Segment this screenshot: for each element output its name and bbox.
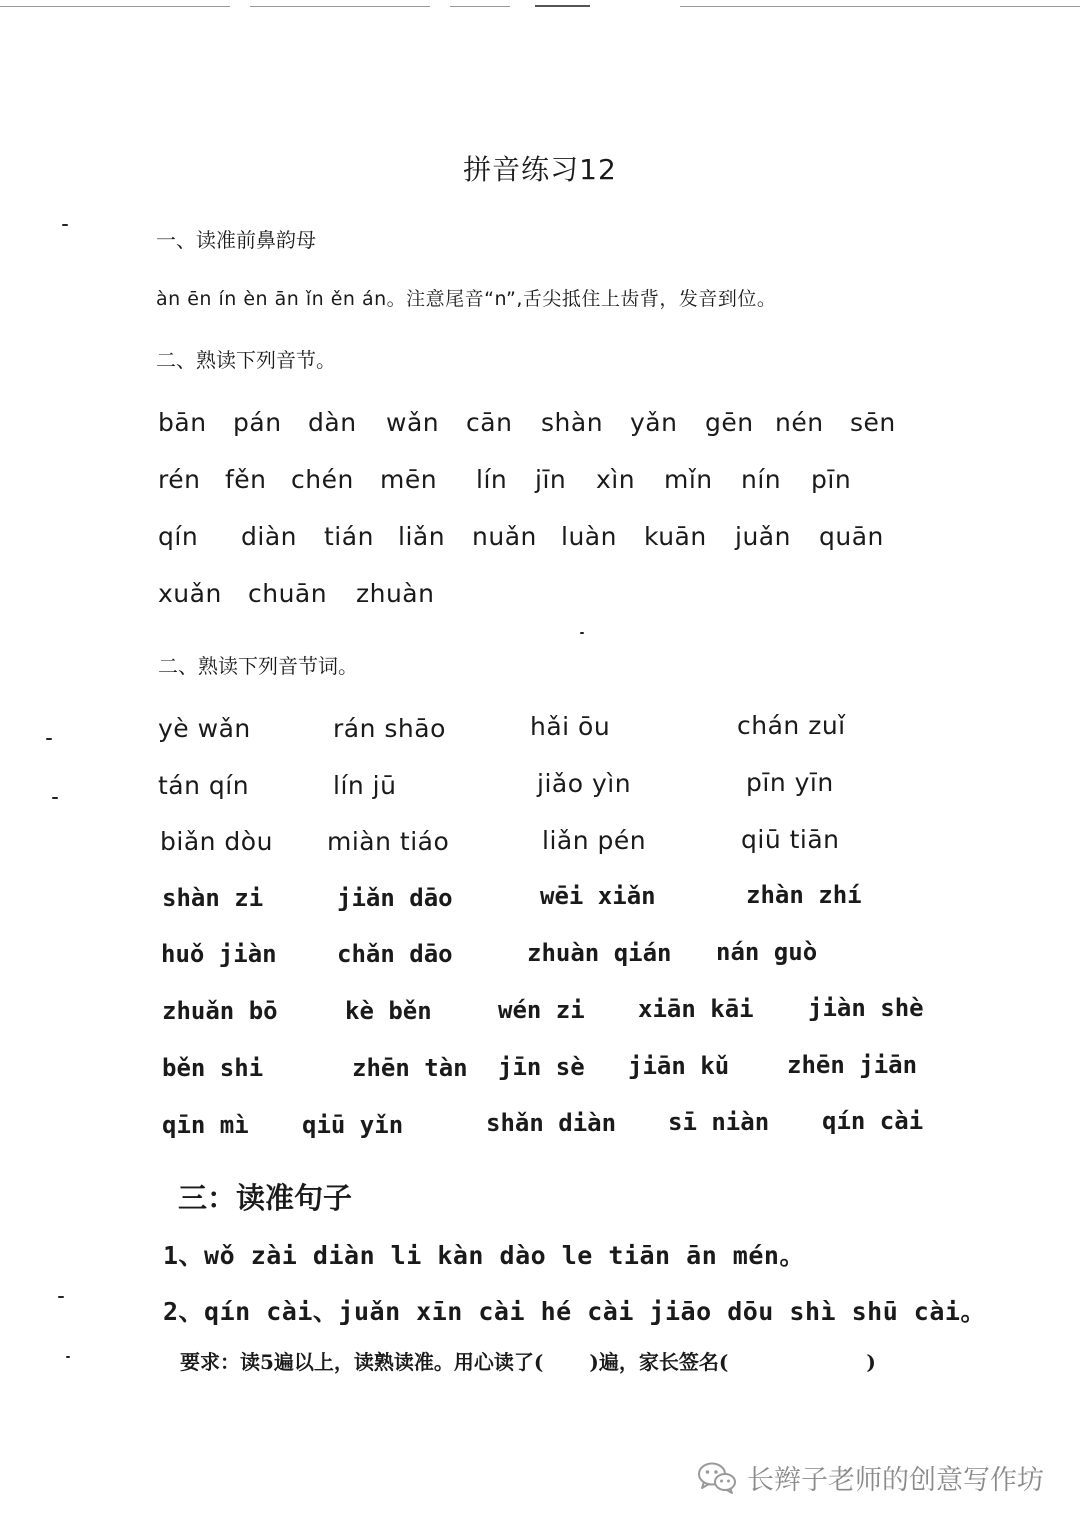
word: qiū yǐn [302, 1111, 404, 1139]
syllable: liǎn [398, 522, 446, 551]
word: lín jū [333, 771, 397, 800]
word: nán guò [716, 938, 818, 966]
word: wēi xiǎn [540, 882, 656, 910]
word: shàn zi [162, 884, 264, 912]
syllable: chén [291, 465, 354, 494]
syllable-row [158, 465, 851, 494]
word: kè běn [345, 997, 432, 1025]
word: tán qín [158, 771, 250, 800]
section2-heading: 二、熟读下列音节。 [156, 348, 336, 372]
syllable: quān [819, 522, 884, 551]
syllable-row [158, 408, 896, 437]
word: yè wǎn [158, 714, 251, 743]
syllable: diàn [241, 522, 297, 551]
syllable: sēn [850, 408, 896, 437]
syllable: luàn [561, 522, 617, 551]
syllable-row [158, 522, 884, 551]
section1-heading: 一、读准前鼻韵母 [156, 228, 316, 252]
word: hǎi ōu [530, 712, 611, 741]
syllable: wǎn [386, 408, 440, 437]
scan-speck [46, 738, 52, 740]
syllable: nén [775, 408, 824, 437]
word: jīn sè [498, 1053, 585, 1081]
syllable: mēn [380, 465, 438, 494]
page-title: 拼音练习12 [463, 153, 617, 186]
word: jiān kǔ [628, 1052, 730, 1080]
word: běn shi [162, 1054, 264, 1082]
syllable: zhuàn [356, 579, 435, 608]
watermark [697, 1458, 1044, 1497]
syllable: kuān [644, 522, 707, 551]
scan-speck [62, 224, 68, 226]
word: miàn tiáo [327, 827, 450, 856]
syllable: pán [233, 408, 282, 437]
syllable: pīn [811, 465, 852, 494]
syllable: bān [158, 408, 207, 437]
word: xiān kāi [638, 995, 754, 1023]
word: chǎn dāo [337, 940, 453, 968]
sentence: 1、wǒ zài diàn li kàn dào le tiān ān mén。 [163, 1241, 805, 1270]
requirement-text: 要求：读5遍以上，读熟读准。用心读了( [180, 1350, 544, 1374]
section2b-heading: 二、熟读下列音节词。 [158, 654, 358, 678]
watermark-text: 长辫子老师的创意写作坊 [747, 1465, 1044, 1496]
requirement-text: ) [866, 1350, 876, 1374]
word: chán zuǐ [737, 711, 846, 740]
word: zhēn jiān [787, 1051, 918, 1079]
sentence: 2、qín cài、juǎn xīn cài hé cài jiāo dōu shì shū cài。 [163, 1297, 986, 1326]
scan-speck [52, 797, 58, 799]
requirement-line [180, 1346, 876, 1375]
syllable: xuǎn [158, 579, 222, 608]
syllable: yǎn [630, 408, 678, 437]
word: jiǎn dāo [337, 884, 453, 912]
wechat-icon [697, 1461, 737, 1495]
vowels-line: àn ēn ín èn ān ǐn ěn án。注意尾音“n”,舌尖抵住上齿背，发音到位。 [156, 288, 777, 310]
word: jiàn shè [808, 994, 924, 1022]
word: qín cài [822, 1107, 924, 1135]
scan-top-edge [0, 0, 1080, 10]
syllable: rén [158, 465, 201, 494]
syllable: xìn [596, 465, 636, 494]
scan-speck [58, 1296, 64, 1298]
syllable: dàn [308, 408, 357, 437]
word: wén zi [498, 996, 585, 1024]
requirement-text: )遍，家长签名( [589, 1350, 729, 1374]
word: biǎn dòu [160, 827, 273, 856]
scan-speck [66, 1356, 70, 1358]
word: zhàn zhí [746, 881, 862, 909]
syllable: cān [466, 408, 513, 437]
syllable: lín [476, 465, 508, 494]
syllable: jīn [535, 465, 567, 494]
word: qiū tiān [741, 825, 840, 854]
word: jiǎo yìn [537, 769, 632, 798]
word: rán shāo [333, 714, 446, 743]
section3-heading: 三：读准句子 [178, 1181, 353, 1215]
word: shǎn diàn [486, 1109, 617, 1137]
syllable: shàn [541, 408, 604, 437]
syllable: nín [741, 465, 782, 494]
scan-speck [580, 632, 584, 634]
syllable-row [158, 579, 434, 608]
syllable: qín [158, 522, 199, 551]
syllable: nuǎn [472, 522, 537, 551]
syllable: mǐn [664, 465, 713, 494]
word: liǎn pén [542, 826, 647, 855]
word: pīn yīn [746, 768, 834, 797]
word: qīn mì [162, 1111, 249, 1139]
syllable: juǎn [735, 522, 791, 551]
syllable: tián [324, 522, 374, 551]
word: zhēn tàn [352, 1054, 468, 1082]
syllable: gēn [705, 408, 754, 437]
syllable: chuān [248, 579, 328, 608]
word: zhuǎn bō [162, 997, 278, 1025]
syllable: fěn [225, 465, 267, 494]
word: zhuàn qián [527, 939, 672, 967]
word: sī niàn [668, 1108, 770, 1136]
word: huǒ jiàn [161, 940, 277, 968]
